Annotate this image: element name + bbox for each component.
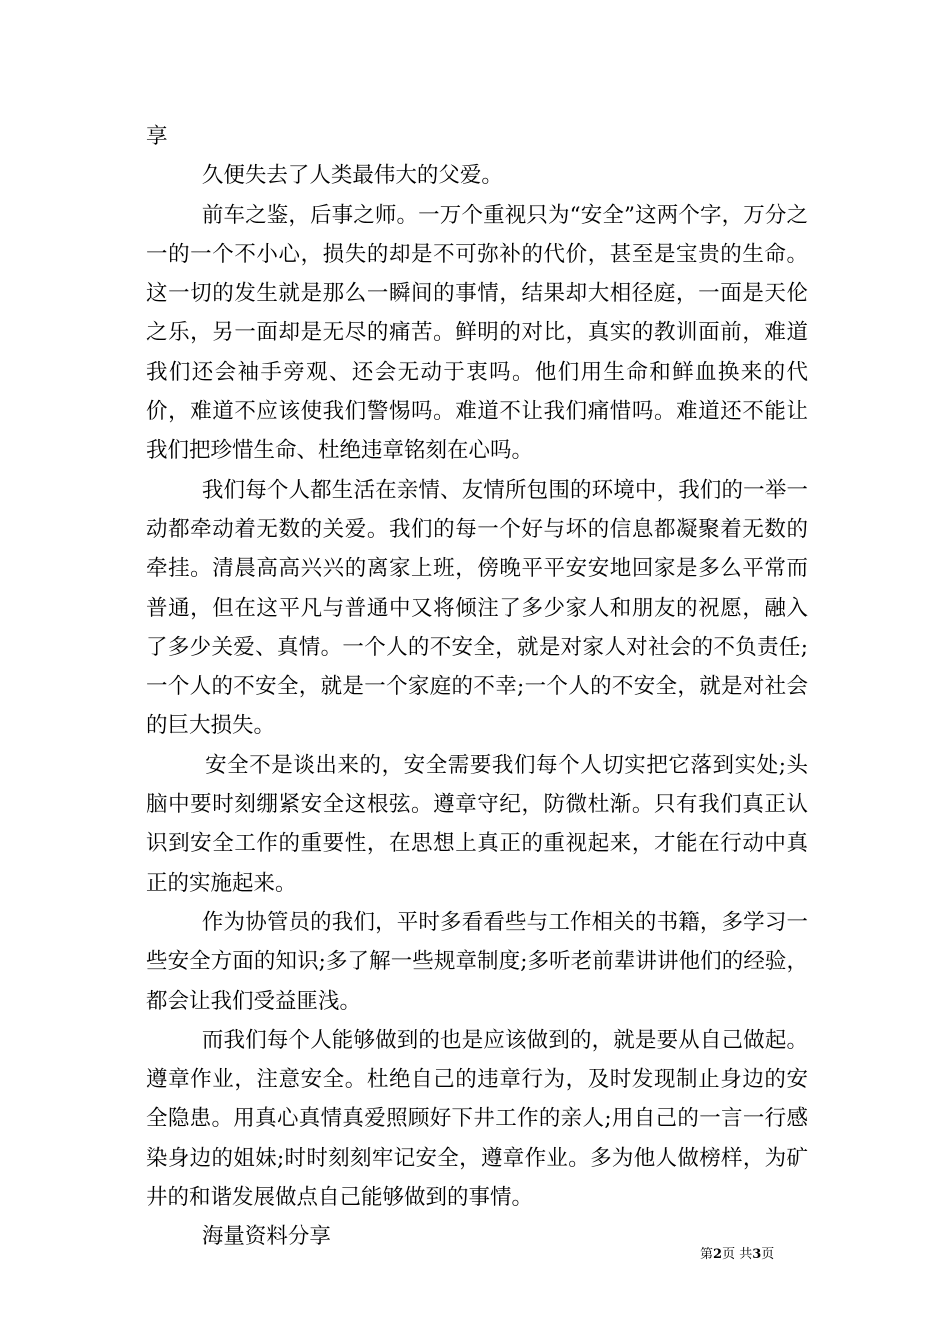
footer-middle: 页 共 xyxy=(722,1247,753,1262)
footer-prefix: 第 xyxy=(700,1247,714,1262)
document-body xyxy=(146,117,808,1257)
paragraph-safety-practice: 安全不是谈出来的，安全需要我们每个人切实把它落到实处;头脑中要时刻绷紧安全这根弦。遵章守纪，防微杜渐。只有我们真正认识到安全工作的重要性，在思想上真正的重视起来，才能在行动中真正的实施起来。 xyxy=(146,752,808,896)
page-number-footer xyxy=(700,1247,820,1263)
footer-total-pages: 3 xyxy=(752,1247,762,1262)
footer-current-page: 2 xyxy=(713,1247,723,1262)
footer-suffix: 页 xyxy=(761,1247,775,1262)
paragraph-sharing-note: 海量资料分享 xyxy=(201,1224,331,1250)
paragraph-father-love: 久便失去了人类最伟大的父爱。 xyxy=(201,163,503,189)
paragraph-continuation: 享 xyxy=(146,124,168,149)
paragraph-start-from-self: 而我们每个人能够做到的也是应该做到的，就是要从自己做起。遵章作业，注意安全。杜绝自己的违章行为，及时发现制止身边的安全隐患。用真心真情真爱照顾好下井工作的亲人;用自己的一言一行感染身边的姐妹;时时刻刻牢记安全，遵章作业。多为他人做榜样，为矿井的和谐发展做点自己能够做到的事情。 xyxy=(146,1027,808,1211)
paragraph-lessons: 前车之鉴，后事之师。一万个重视只为“安全”这两个字，万分之一的一个不小心，损失的却是不可弥补的代价，甚至是宝贵的生命。这一切的发生就是那么一瞬间的事情，结果却大相径庭，一面是天伦之乐，另一面却是无尽的痛苦。鲜明的对比，真实的教训面前，难道我们还会袖手旁观、还会无动于衷吗。他们用生命和鲜血换来的代价，难道不应该使我们警惕吗。难道不让我们痛惜吗。难道还不能让我们把珍惜生命、杜绝违章铭刻在心吗。 xyxy=(146,202,808,464)
paragraph-family-care: 我们每个人都生活在亲情、友情所包围的环境中，我们的一举一动都牵动着无数的关爱。我们的每一个好与坏的信息都凝聚着无数的牵挂。清晨高高兴兴的离家上班，傍晚平平安安地回家是多么平常而普通，但在这平凡与普通中又将倾注了多少家人和朋友的祝愿，融入了多少关爱、真情。一个人的不安全，就是对家人对社会的不负责任;一个人的不安全，就是一个家庭的不幸;一个人的不安全，就是对社会的巨大损失。 xyxy=(146,477,808,739)
paragraph-coordinator: 作为协管员的我们，平时多看看些与工作相关的书籍，多学习一些安全方面的知识;多了解一些规章制度;多听老前辈讲讲他们的经验，都会让我们受益匪浅。 xyxy=(146,909,808,1014)
